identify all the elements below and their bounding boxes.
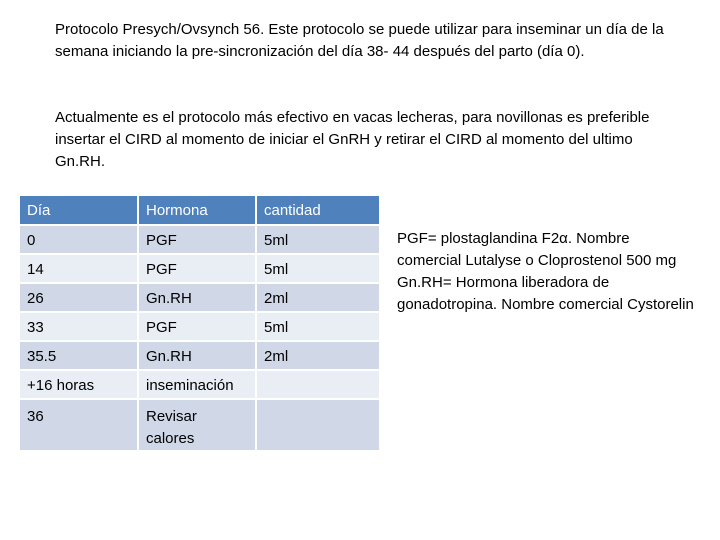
cell-hormona: PGF <box>139 226 257 255</box>
cell-hormona: Revisar calores <box>139 400 257 452</box>
intro-paragraph-2: Actualmente es el protocolo más efectivo en vacas lecheras, para novillonas es preferible insertar el CIRD al momento de iniciar el GnRH y retirar el CIRD al momento del ultimo Gn.RH. <box>55 109 650 170</box>
cell-dia: 26 <box>20 284 139 313</box>
intro-paragraph-1: Protocolo Presych/Ovsynch 56. Este protocolo se puede utilizar para inseminar un día de la semana iniciando la pre-sincronización del día 38- 44 después del parto (día 0). <box>55 21 664 60</box>
protocol-table <box>20 196 379 452</box>
cell-dia: 36 <box>20 400 139 452</box>
cell-hormona: Gn.RH <box>139 342 257 371</box>
cell-dia: +16 horas <box>20 371 139 400</box>
cell-hormona: PGF <box>139 313 257 342</box>
cell-dia: 33 <box>20 313 139 342</box>
cell-cantidad: 5ml <box>257 255 379 284</box>
table-row <box>20 226 379 255</box>
cell-cantidad <box>257 371 379 400</box>
cell-hormona: inseminación <box>139 371 257 400</box>
cell-cantidad: 2ml <box>257 284 379 313</box>
hormone-notes <box>397 228 697 316</box>
header-cantidad: cantidad <box>257 196 379 226</box>
table-header-row <box>20 196 379 226</box>
cell-cantidad: 2ml <box>257 342 379 371</box>
table-row <box>20 313 379 342</box>
cell-cantidad: 5ml <box>257 226 379 255</box>
table-row <box>20 284 379 313</box>
table-row <box>20 400 379 452</box>
cell-dia: 0 <box>20 226 139 255</box>
cell-cantidad <box>257 400 379 452</box>
cell-dia: 14 <box>20 255 139 284</box>
note-pgf: PGF= plostaglandina F2α. Nombre comercial Lutalyse o Cloprostenol 500 mg <box>397 230 677 269</box>
table-row <box>20 342 379 371</box>
header-dia: Día <box>20 196 139 226</box>
cell-cantidad: 5ml <box>257 313 379 342</box>
table-row <box>20 371 379 400</box>
note-gnrh: Gn.RH= Hormona liberadora de gonadotropina. Nombre comercial Cystorelin <box>397 274 694 313</box>
cell-hormona: Gn.RH <box>139 284 257 313</box>
cell-hormona: PGF <box>139 255 257 284</box>
cell-dia: 35.5 <box>20 342 139 371</box>
table-row <box>20 255 379 284</box>
header-hormona: Hormona <box>139 196 257 226</box>
